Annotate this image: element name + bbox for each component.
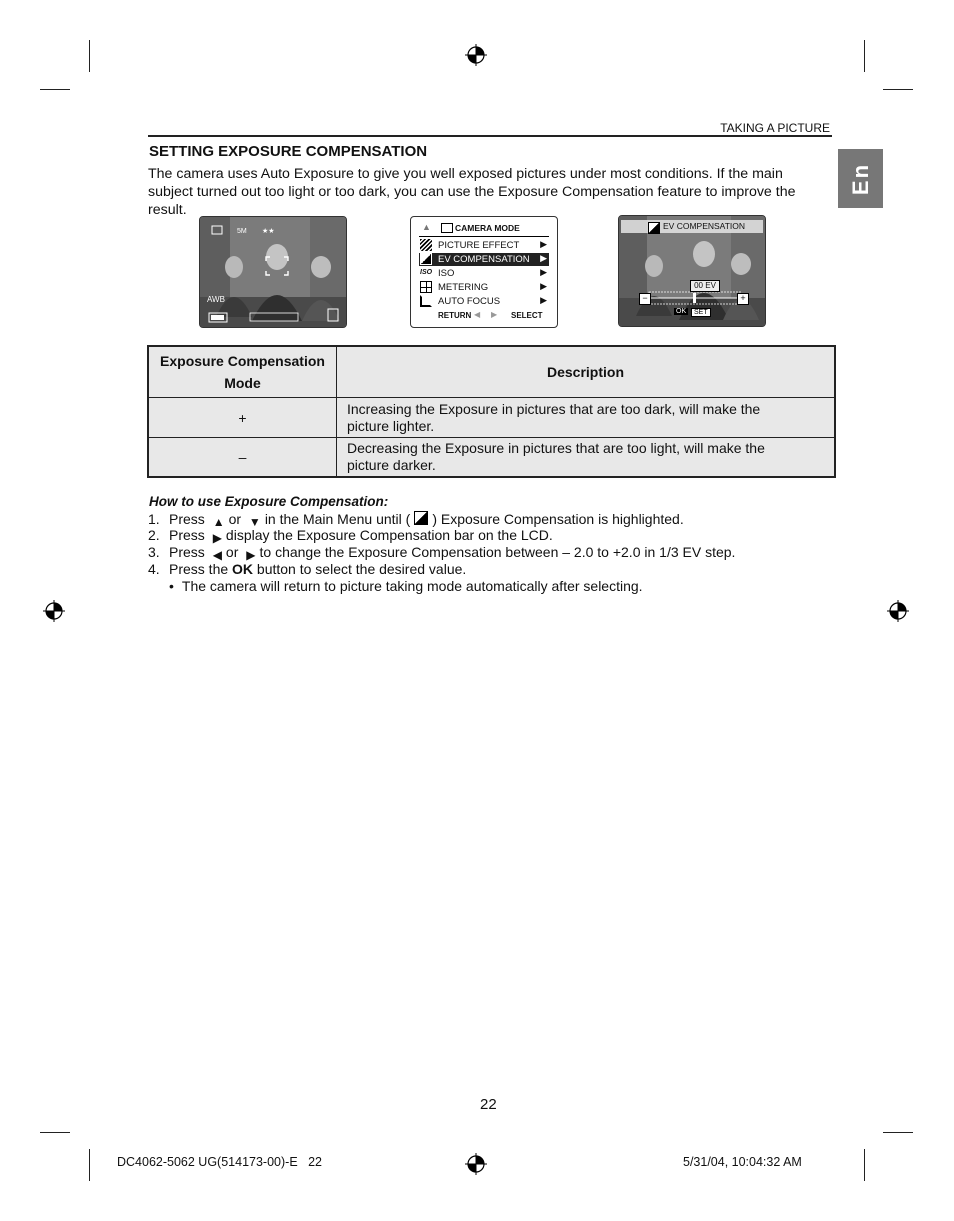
menu-item-auto-focus[interactable]: AUTO FOCUS ▶: [419, 295, 549, 308]
registration-mark-icon: [887, 600, 909, 622]
registration-mark-icon: [465, 44, 487, 66]
return-label[interactable]: RETURN: [438, 311, 472, 320]
ev-value-box: [690, 280, 720, 292]
down-arrow-icon: ▼: [248, 515, 261, 529]
table-header-row: [148, 346, 835, 398]
right-arrow-icon: ▶: [540, 253, 547, 263]
section-title: SETTING EXPOSURE COMPENSATION: [149, 143, 428, 160]
running-head: TAKING A PICTURE: [720, 121, 830, 135]
ok-label[interactable]: OK: [676, 308, 687, 315]
step-1: 1. Press ▲ or ▼ in the Main Menu until ( ) Exposure Compensation is highlighted.: [148, 511, 684, 529]
crop-mark: [864, 1149, 865, 1181]
step-bullet: • The camera will return to picture taking mode automatically after selecting.: [169, 578, 643, 594]
right-arrow-icon: ▶: [212, 531, 222, 545]
ev-value: 00: [694, 281, 703, 290]
menu-item-iso[interactable]: ISO ISO ▶: [420, 267, 547, 279]
iso-icon: ISO: [420, 269, 433, 276]
language-tab: En: [838, 149, 883, 208]
menu-item-ev-compensation[interactable]: EV COMPENSATION ▶: [419, 253, 549, 266]
ev-compensation-icon: [414, 511, 428, 525]
crop-mark: [89, 1149, 90, 1181]
right-arrow-icon: ▶: [491, 310, 498, 319]
menu-item-metering[interactable]: METERING ▶: [419, 281, 549, 294]
right-arrow-icon: ▶: [246, 548, 256, 562]
step-2: 2. Press ▶ display the Exposure Compensation bar on the LCD.: [148, 527, 553, 545]
table-header-description: Description: [337, 346, 836, 398]
right-arrow-icon: ▶: [540, 239, 547, 249]
set-label[interactable]: SET: [691, 308, 711, 317]
right-arrow-icon: ▶: [540, 267, 547, 277]
crop-mark: [883, 89, 913, 90]
plus-icon[interactable]: +: [737, 293, 749, 305]
camera-icon: [441, 223, 453, 233]
header-rule: [148, 135, 832, 137]
ok-button-label: OK: [232, 561, 254, 577]
svg-text:5M: 5M: [237, 228, 247, 235]
bullet-icon: •: [169, 578, 174, 594]
minus-icon[interactable]: −: [639, 293, 651, 305]
menu-divider: [419, 236, 549, 237]
left-arrow-icon: ◀: [474, 310, 481, 319]
left-arrow-icon: ◀: [212, 548, 222, 562]
table-cell-description: Decreasing the Exposure in pictures that are too light, will make the picture darker.: [337, 438, 836, 478]
ev-screen-title: EV COMPENSATION: [663, 221, 746, 231]
table-row: [148, 398, 835, 438]
table-cell-mode: +: [148, 398, 337, 438]
page-number: 22: [480, 1096, 497, 1113]
metering-icon: [420, 281, 432, 293]
crop-mark: [864, 40, 865, 72]
ev-compensation-screen: [618, 215, 766, 327]
right-arrow-icon: ▶: [540, 281, 547, 291]
step-4: 4. Press the OK button to select the desired value.: [148, 561, 467, 577]
crop-mark: [40, 89, 70, 90]
ev-compensation-icon: [648, 222, 660, 234]
ev-unit: EV: [705, 281, 716, 290]
up-arrow-icon: ▲: [422, 222, 431, 232]
auto-focus-icon: [420, 295, 432, 307]
up-arrow-icon: ▲: [212, 515, 225, 529]
menu-item-picture-effect[interactable]: PICTURE EFFECT ▶: [419, 239, 549, 252]
table-cell-mode: –: [148, 438, 337, 478]
white-balance-label: AWB: [207, 295, 225, 304]
camera-menu-title: CAMERA MODE: [455, 223, 520, 233]
camera-menu-screen: [410, 216, 558, 328]
picture-effect-icon: [420, 239, 432, 251]
registration-mark-icon: [465, 1153, 487, 1175]
table-header-mode: Exposure Compensation Mode: [148, 346, 337, 398]
step-3: 3. Press ◀ or ▶ to change the Exposure Compensation between – 2.0 to +2.0 in 1/3 EV step.: [148, 544, 736, 562]
footer-right: 5/31/04, 10:04:32 AM: [683, 1155, 802, 1169]
crop-mark: [883, 1132, 913, 1133]
select-label[interactable]: SELECT: [511, 311, 543, 320]
howto-title: How to use Exposure Compensation:: [149, 494, 389, 509]
right-arrow-icon: ▶: [540, 295, 547, 305]
crop-mark: [89, 40, 90, 72]
footer-left: DC4062-5062 UG(514173-00)-E 22: [117, 1155, 322, 1169]
registration-mark-icon: [43, 600, 65, 622]
table-row: [148, 438, 835, 478]
table-cell-description: Increasing the Exposure in pictures that are too dark, will make the picture lighter.: [337, 398, 836, 438]
ev-compensation-icon: [420, 253, 432, 265]
svg-text:★★: ★★: [262, 228, 275, 235]
intro-paragraph: The camera uses Auto Exposure to give you well exposed pictures under most conditions. If the main subject turned out too light or too dark, you can use the Exposure Compensation feature to improve the result.: [148, 166, 796, 218]
crop-mark: [40, 1132, 70, 1133]
live-view-screen: [199, 216, 347, 328]
exposure-compensation-table: [147, 345, 836, 478]
